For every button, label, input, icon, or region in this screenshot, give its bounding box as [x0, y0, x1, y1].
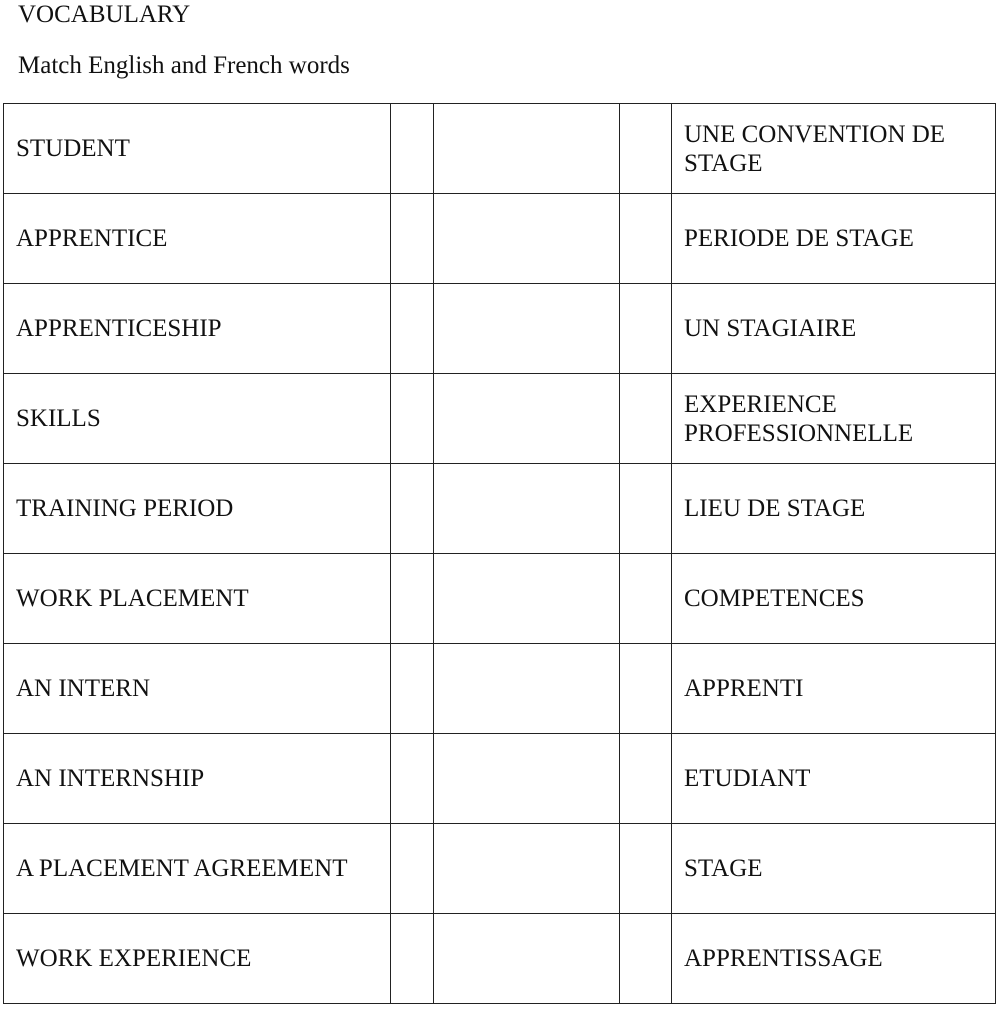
page-title: VOCABULARY	[18, 1, 191, 28]
english-match-box[interactable]	[391, 734, 434, 824]
french-word: STAGE	[672, 824, 996, 914]
french-word: COMPETENCES	[672, 554, 996, 644]
english-match-box[interactable]	[391, 194, 434, 284]
english-match-box[interactable]	[391, 464, 434, 554]
matching-area[interactable]	[434, 734, 620, 824]
french-word: APPRENTI	[672, 644, 996, 734]
french-word: ETUDIANT	[672, 734, 996, 824]
matching-area[interactable]	[434, 644, 620, 734]
english-match-box[interactable]	[391, 644, 434, 734]
table-row	[4, 554, 996, 644]
matching-area[interactable]	[434, 374, 620, 464]
french-word: UNE CONVENTION DE STAGE	[672, 104, 996, 194]
french-word: UN STAGIAIRE	[672, 284, 996, 374]
french-match-box[interactable]	[620, 194, 672, 284]
matching-area[interactable]	[434, 104, 620, 194]
english-word: APPRENTICESHIP	[4, 284, 391, 374]
table-row	[4, 734, 996, 824]
french-word: EXPERIENCE PROFESSIONNELLE	[672, 374, 996, 464]
matching-area[interactable]	[434, 284, 620, 374]
english-word: TRAINING PERIOD	[4, 464, 391, 554]
table-row	[4, 914, 996, 1004]
matching-area[interactable]	[434, 194, 620, 284]
english-match-box[interactable]	[391, 374, 434, 464]
french-match-box[interactable]	[620, 734, 672, 824]
english-match-box[interactable]	[391, 914, 434, 1004]
french-match-box[interactable]	[620, 284, 672, 374]
french-match-box[interactable]	[620, 824, 672, 914]
table-row	[4, 104, 996, 194]
english-word: AN INTERN	[4, 644, 391, 734]
english-word: APPRENTICE	[4, 194, 391, 284]
french-word: PERIODE DE STAGE	[672, 194, 996, 284]
table-row	[4, 194, 996, 284]
french-match-box[interactable]	[620, 554, 672, 644]
english-word: STUDENT	[4, 104, 391, 194]
table-row	[4, 284, 996, 374]
english-match-box[interactable]	[391, 104, 434, 194]
table-row	[4, 644, 996, 734]
matching-area[interactable]	[434, 824, 620, 914]
matching-area[interactable]	[434, 464, 620, 554]
english-match-box[interactable]	[391, 284, 434, 374]
english-word: AN INTERNSHIP	[4, 734, 391, 824]
english-word: WORK EXPERIENCE	[4, 914, 391, 1004]
french-word: LIEU DE STAGE	[672, 464, 996, 554]
table-row	[4, 374, 996, 464]
english-word: WORK PLACEMENT	[4, 554, 391, 644]
french-match-box[interactable]	[620, 464, 672, 554]
english-match-box[interactable]	[391, 824, 434, 914]
instructions: Match English and French words	[18, 52, 350, 79]
english-word: A PLACEMENT AGREEMENT	[4, 824, 391, 914]
french-match-box[interactable]	[620, 374, 672, 464]
french-match-box[interactable]	[620, 914, 672, 1004]
table-row	[4, 824, 996, 914]
french-word: APPRENTISSAGE	[672, 914, 996, 1004]
vocabulary-table	[3, 103, 996, 1004]
matching-area[interactable]	[434, 554, 620, 644]
table-row	[4, 464, 996, 554]
french-match-box[interactable]	[620, 644, 672, 734]
french-match-box[interactable]	[620, 104, 672, 194]
english-word: SKILLS	[4, 374, 391, 464]
matching-area[interactable]	[434, 914, 620, 1004]
english-match-box[interactable]	[391, 554, 434, 644]
